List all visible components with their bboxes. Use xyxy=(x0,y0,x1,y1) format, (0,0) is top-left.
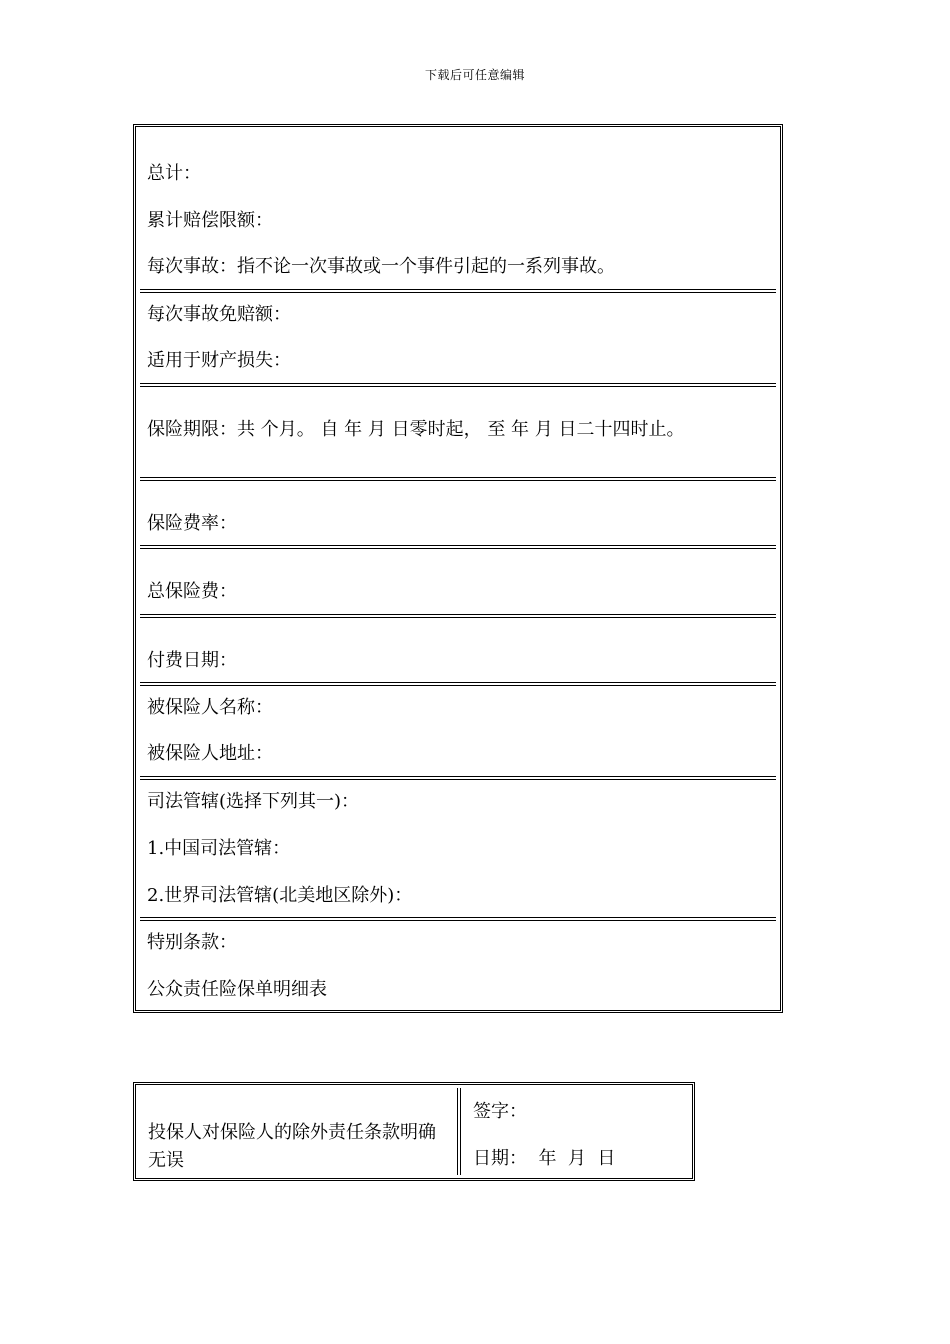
page-header-note: 下载后可任意编辑 xyxy=(424,68,525,82)
signature-label: 签字： xyxy=(473,1101,527,1122)
deductible-row xyxy=(140,293,776,387)
exclusion-statement-cell xyxy=(139,1088,461,1175)
insurance-period-text: 保险期限：共 个月。 自 年 月 日零时起， 至 年 月 日二十四时止。 xyxy=(147,419,685,440)
jurisdiction-row xyxy=(140,780,776,921)
signature-cell xyxy=(465,1088,689,1175)
premium-rate-label: 保险费率： xyxy=(147,513,237,534)
jurisdiction-option-world: 2.世界司法管辖(北美地区除外)： xyxy=(147,885,413,906)
special-clauses-row xyxy=(140,921,776,1010)
signature-table xyxy=(133,1082,695,1181)
jurisdiction-label: 司法管辖(选择下列其一)： xyxy=(147,791,360,812)
aggregate-limit-label: 累计赔偿限额： xyxy=(147,210,273,231)
limits-row xyxy=(140,127,776,293)
insured-address-label: 被保险人地址： xyxy=(147,743,273,764)
total-label: 总计： xyxy=(147,163,201,184)
per-occurrence-definition: 每次事故：指不论一次事故或一个事件引起的一系列事故。 xyxy=(147,256,615,277)
total-premium-row xyxy=(140,549,776,618)
property-damage-label: 适用于财产损失： xyxy=(147,350,291,371)
jurisdiction-option-china: 1.中国司法管辖： xyxy=(147,838,291,859)
insured-row xyxy=(140,686,776,780)
deductible-label: 每次事故免赔额： xyxy=(147,304,291,325)
policy-schedule-table xyxy=(133,124,783,1013)
form-title: 公众责任险保单明细表 xyxy=(147,979,327,1000)
special-clauses-label: 特别条款： xyxy=(147,932,237,953)
total-premium-label: 总保险费： xyxy=(147,581,237,602)
payment-date-row xyxy=(140,618,776,686)
insured-name-label: 被保险人名称： xyxy=(147,697,273,718)
exclusion-statement: 投保人对保险人的除外责任条款明确无误 xyxy=(148,1122,436,1171)
period-row xyxy=(140,387,776,481)
rate-row xyxy=(140,481,776,549)
payment-date-label: 付费日期： xyxy=(147,650,237,671)
signature-date-label: 日期： 年 月 日 xyxy=(473,1148,616,1169)
